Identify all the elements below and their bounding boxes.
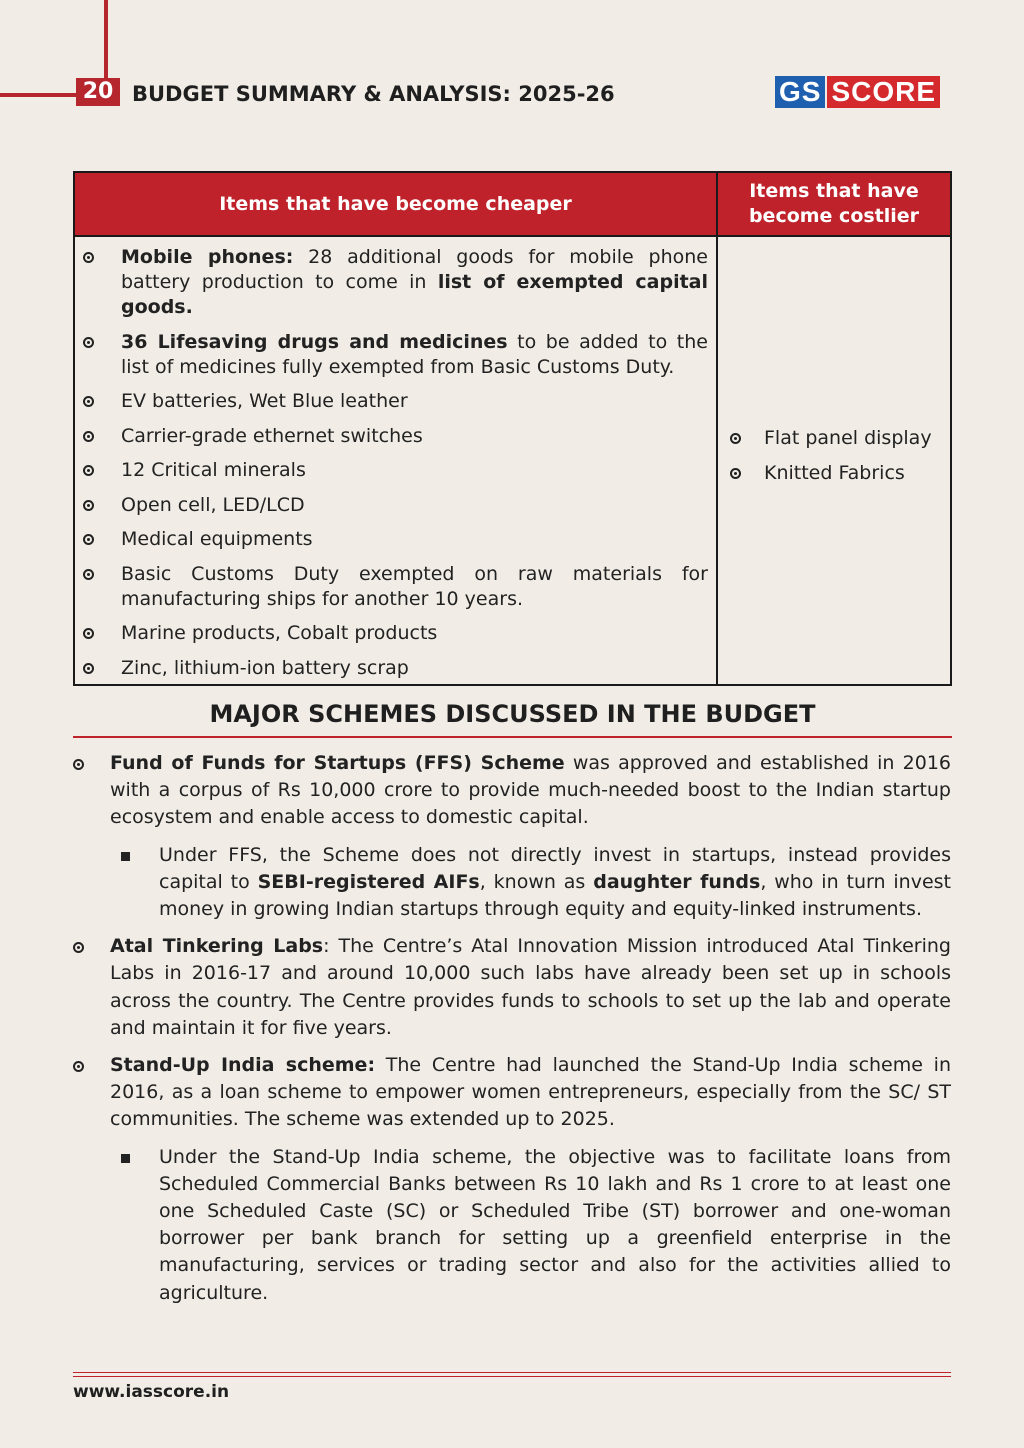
scheme-name: Fund of Funds for Startups (FFS) Scheme — [110, 752, 565, 774]
item-text: EV batteries, Wet Blue leather — [121, 390, 408, 412]
logo-gs: GS — [775, 76, 825, 108]
list-item — [75, 245, 708, 320]
detail-text: Under FFS, the Scheme does not directly invest in startups, instead provides capital to — [159, 843, 951, 893]
item-text: Flat panel display — [764, 427, 932, 449]
scheme-standup-detail — [73, 1144, 951, 1307]
item-bold: 36 Lifesaving drugs and medicines — [121, 330, 508, 353]
bullet-icon — [83, 663, 94, 674]
cheaper-list — [75, 237, 718, 684]
list-item — [75, 458, 708, 483]
item-text: 12 Critical minerals — [121, 459, 306, 481]
bullet-icon — [73, 759, 84, 770]
list-item — [75, 330, 708, 380]
detail-text: Under the Stand-Up India scheme, the objective was to facilitate loans from Scheduled Commercial Banks between Rs 10 lakh and Rs 1 crore to at least one one Scheduled Caste (SC) or Scheduled Tribe (ST) borrower and one-woman borrower per bank branch for setting up a greenfield enterprise in the manufacturing, services or trading sector and also for the activities allied to agriculture. — [159, 1145, 951, 1304]
page-number: 20 — [76, 78, 120, 106]
bullet-icon — [83, 465, 94, 476]
item-bold: list of exempted capital goods. — [121, 271, 708, 318]
scheme-text: was approved and established in 2016 with a corpus of Rs 10,000 crore to provide much-needed boost to the Indian startup ecosystem and enable access to domestic capital. — [110, 752, 951, 829]
table-body — [75, 237, 950, 684]
bullet-icon — [73, 942, 84, 953]
bullet-icon — [73, 1061, 84, 1072]
schemes-content — [73, 750, 951, 1317]
bullet-icon — [83, 500, 94, 511]
list-item — [75, 527, 708, 552]
bullet-icon — [83, 534, 94, 545]
header-costlier: Items that have become costlier — [748, 180, 920, 227]
bullet-icon — [83, 337, 94, 348]
bullet-icon — [730, 433, 741, 444]
list-item — [722, 461, 950, 486]
detail-text: , who in turn invest money in growing Indian startups through equity and equity-linked instruments. — [159, 870, 951, 921]
scheme-atl — [73, 933, 951, 1042]
decorative-horizontal-rule — [0, 93, 76, 97]
section-heading: MAJOR SCHEMES DISCUSSED IN THE BUDGET — [209, 700, 816, 728]
list-item — [75, 656, 708, 681]
scheme-ffs-detail — [73, 842, 951, 924]
item-text: to be added to the list of medicines fully exempted from Basic Customs Duty. — [121, 330, 708, 378]
item-text: Open cell, LED/LCD — [121, 493, 305, 516]
item-text: Carrier-grade ethernet switches — [121, 424, 423, 447]
square-bullet-icon — [121, 852, 130, 861]
item-bold: Mobile phones: — [121, 246, 294, 268]
bullet-icon — [730, 468, 741, 479]
header-cheaper: Items that have become cheaper — [75, 173, 718, 235]
detail-bold: daughter funds — [593, 870, 761, 893]
scheme-name: Atal Tinkering Labs — [110, 935, 324, 958]
scheme-text: The Centre had launched the Stand-Up India scheme in 2016, as a loan scheme to empower women entrepreneurs, especially from the SC/ ST communities. The scheme was extended up to 2025. — [110, 1054, 951, 1131]
scheme-standup — [73, 1052, 951, 1134]
page-header-title: BUDGET SUMMARY & ANALYSIS: 2025-26 — [132, 82, 615, 106]
list-item — [75, 621, 708, 646]
costlier-list — [718, 237, 950, 684]
item-text: Basic Customs Duty exempted on raw materials for manufacturing ships for another 10 years. — [121, 562, 708, 610]
item-text: Knitted Fabrics — [764, 461, 905, 484]
footer-url: www.iasscore.in — [73, 1382, 230, 1402]
item-text: Zinc, lithium-ion battery scrap — [121, 656, 409, 679]
logo-score: SCORE — [827, 76, 940, 108]
bullet-icon — [83, 628, 94, 639]
scheme-text: : The Centre’s Atal Innovation Mission introduced Atal Tinkering Labs in 2016-17 and around 10,000 such labs have already been set up in schools across the country. The Centre provides funds to schools to set up the lab and operate and maintain it for five years. — [110, 935, 951, 1039]
bullet-icon — [83, 569, 94, 580]
list-item — [75, 493, 708, 518]
item-text: 28 additional goods for mobile phone battery production to come in — [121, 246, 708, 293]
square-bullet-icon — [121, 1154, 130, 1163]
list-item — [75, 389, 708, 414]
detail-bold: SEBI-registered AIFs — [257, 870, 480, 893]
section-divider — [73, 736, 952, 738]
detail-text: , known as — [479, 870, 594, 893]
table-header — [75, 173, 950, 237]
items-table — [73, 171, 952, 686]
footer-rule — [73, 1376, 951, 1377]
list-item — [722, 426, 950, 451]
bullet-icon — [83, 396, 94, 407]
bullet-icon — [83, 431, 94, 442]
scheme-ffs — [73, 750, 951, 832]
footer-rule — [73, 1372, 951, 1373]
list-item — [75, 424, 708, 449]
list-item — [75, 562, 708, 612]
item-text: Marine products, Cobalt products — [121, 622, 438, 644]
scheme-name: Stand-Up India scheme: — [110, 1054, 376, 1077]
item-text: Medical equipments — [121, 528, 313, 550]
gsscore-logo — [775, 76, 940, 108]
bullet-icon — [83, 252, 94, 263]
